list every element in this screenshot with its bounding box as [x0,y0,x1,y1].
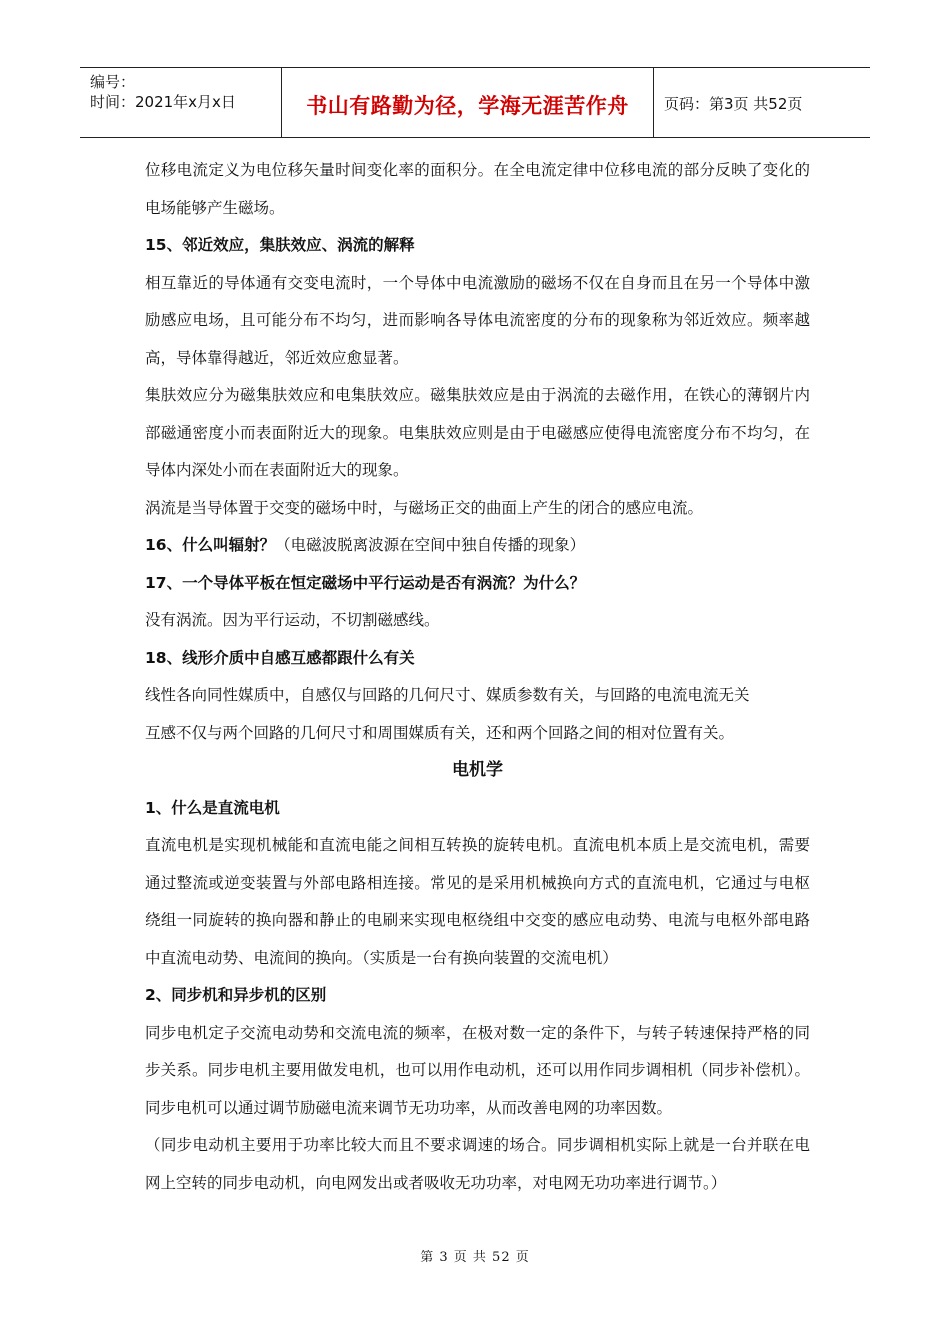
heading-15: 15、邻近效应，集肤效应、涡流的解释 [145,236,415,254]
paragraph: 涡流是当导体置于交变的磁场中时，与磁场正交的曲面上产生的闭合的感应电流。 [145,498,704,517]
heading-16-note: （电磁波脱离波源在空间中独自传播的现象） [275,536,586,554]
paragraph: 集肤效应分为磁集肤效应和电集肤效应。磁集肤效应是由于涡流的去磁作用，在铁心的薄钢片内部磁通密度小而表面附近大的现象。电集肤效应则是由于电磁感应使得电流密度分布不均匀，在导体内深处小而在表面附近大的现象。 [145,386,810,479]
heading-17: 17、一个导体平板在恒定磁场中平行运动是否有涡流？为什么？ [145,573,586,592]
paragraph: 同步电机定子交流电动势和交流电流的频率，在极对数一定的条件下，与转子转速保持严格的同步关系。同步电机主要用做发电机，也可以用作电动机，还可以用作同步调相机（同步补偿机）。同步电机可以通过调节励磁电流来调节无功功率，从而改善电网的功率因数。 [145,1023,810,1117]
header-meta [90,72,236,112]
heading-1: 1、什么是直流电机 [145,798,280,817]
paragraph: 线性各向同性媒质中，自感仅与回路的几何尺寸、媒质参数有关，与回路的电流电流无关 [145,686,750,704]
heading-16 [145,527,810,565]
header-table [80,67,870,138]
paragraph: 没有涡流。因为平行运动，不切割磁感线。 [145,611,440,629]
page-footer: 第 3 页 共 52 页 [420,1250,530,1265]
heading-2: 2、同步机和异步机的区别 [145,986,327,1004]
time-label: 时间：2021年x月x日 [90,93,236,111]
number-label: 编号： [90,73,136,91]
document-body [145,152,810,1202]
paragraph: 相互靠近的导体通有交变电流时，一个导体中电流激励的磁场不仅在自身而且在另一个导体中激励感应电场，且可能分布不均匀，进而影响各导体电流密度的分布的现象称为邻近效应。频率越高，导体靠得越近，邻近效应愈显著。 [145,273,810,367]
heading-18: 18、线形介质中自感互感都跟什么有关 [145,648,415,667]
paragraph: 位移电流定义为电位移矢量时间变化率的面积分。在全电流定律中位移电流的部分反映了变化的电场能够产生磁场。 [145,161,810,217]
paragraph: 直流电机是实现机械能和直流电能之间相互转换的旋转电机。直流电机本质上是交流电机，需要通过整流或逆变装置与外部电路相连接。常见的是采用机械换向方式的直流电机，它通过与电枢绕组一同旋转的换向器和静止的电刷来实现电枢绕组中交变的感应电动势、电流与电枢外部电路中直流电动势、电流间的换向。（实质是一台有换向装置的交流电机） [145,836,810,967]
header-divider [653,68,654,137]
paragraph: 互感不仅与两个回路的几何尺寸和周围媒质有关，还和两个回路之间的相对位置有关。 [145,723,735,742]
motto: 书山有路勤为径，学海无涯苦作舟 [306,94,629,118]
heading-16-text: 16、什么叫辐射？ [145,536,276,554]
paragraph: （同步电动机主要用于功率比较大而且不要求调速的场合。同步调相机实际上就是一台并联在电网上空转的同步电动机，向电网发出或者吸收无功功率，对电网无功功率进行调节。） [145,1136,810,1192]
section-title: 电机学 [452,760,503,780]
page-info: 页码：第3页 共52页 [664,95,803,113]
